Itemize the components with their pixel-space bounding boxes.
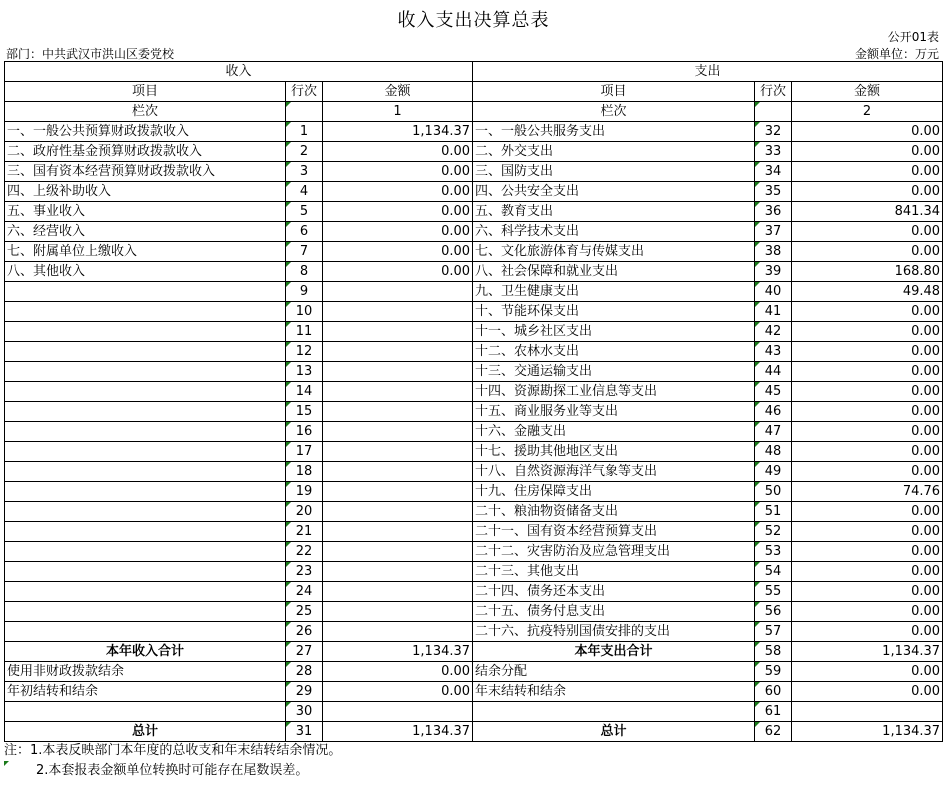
expense-rowno-cell: 62 [755, 722, 792, 742]
income-amount-cell [323, 382, 473, 402]
income-item-cell [5, 362, 286, 382]
expense-rowno-cell: 41 [755, 302, 792, 322]
income-item-cell [5, 462, 286, 482]
expense-amount-cell: 1,134.37 [792, 642, 943, 662]
expense-amount-cell: 0.00 [792, 462, 943, 482]
income-rowno-cell: 1 [286, 122, 323, 142]
table-row [5, 502, 943, 522]
note-2: 2.本套报表金额单位转换时可能存在尾数误差。 [4, 761, 341, 781]
expense-item-cell: 年末结转和结余 [473, 682, 755, 702]
expense-rowno-cell: 43 [755, 342, 792, 362]
table-row [5, 162, 943, 182]
income-amount-cell: 0.00 [323, 162, 473, 182]
income-amount-cell [323, 502, 473, 522]
expense-item-cell: 十一、城乡社区支出 [473, 322, 755, 342]
expense-amount-cell: 74.76 [792, 482, 943, 502]
expense-rowno-cell: 56 [755, 602, 792, 622]
table-row [5, 122, 943, 142]
income-amount-cell [323, 562, 473, 582]
income-amount-cell: 0.00 [323, 142, 473, 162]
expense-item-cell [473, 702, 755, 722]
income-amount-cell [323, 282, 473, 302]
amount-unit-label: 金额单位：万元 [854, 47, 939, 61]
income-column-rowno [286, 102, 323, 122]
income-item-cell: 七、附属单位上缴收入 [5, 242, 286, 262]
expense-amount-cell: 0.00 [792, 222, 943, 242]
income-rowno-cell: 10 [286, 302, 323, 322]
income-item-cell [5, 422, 286, 442]
table-row [5, 342, 943, 362]
income-amount-cell [323, 442, 473, 462]
income-rowno-cell: 9 [286, 282, 323, 302]
income-rowno-cell: 25 [286, 602, 323, 622]
income-amount-cell [323, 322, 473, 342]
table-row [5, 462, 943, 482]
expense-rowno-cell: 51 [755, 502, 792, 522]
income-amount-cell: 0.00 [323, 222, 473, 242]
expense-item-cell: 二十五、债务付息支出 [473, 602, 755, 622]
notes [4, 741, 341, 781]
expense-amount-cell: 49.48 [792, 282, 943, 302]
table-row [5, 542, 943, 562]
expense-rowno-cell: 50 [755, 482, 792, 502]
income-rowno-cell: 19 [286, 482, 323, 502]
income-rowno-cell: 3 [286, 162, 323, 182]
department-label: 部门：中共武汉市洪山区委党校 [6, 47, 175, 61]
income-amount-cell [323, 362, 473, 382]
table-row [5, 362, 943, 382]
expense-item-cell: 十九、住房保障支出 [473, 482, 755, 502]
income-item-cell [5, 702, 286, 722]
expense-rowno-cell: 60 [755, 682, 792, 702]
income-rowno-cell: 13 [286, 362, 323, 382]
table-row [5, 322, 943, 342]
table-row [5, 422, 943, 442]
expense-item-cell: 十二、农林水支出 [473, 342, 755, 362]
expense-amount-cell: 0.00 [792, 662, 943, 682]
expense-amount-cell: 0.00 [792, 602, 943, 622]
income-amount-cell [323, 422, 473, 442]
expense-amount-cell: 0.00 [792, 142, 943, 162]
income-item-cell [5, 602, 286, 622]
income-item-cell: 本年收入合计 [5, 642, 286, 662]
table-row [5, 522, 943, 542]
income-amount-cell [323, 702, 473, 722]
expense-rowno-cell: 57 [755, 622, 792, 642]
income-rowno-cell: 30 [286, 702, 323, 722]
expense-amount-cell: 0.00 [792, 182, 943, 202]
expense-rowno-cell: 46 [755, 402, 792, 422]
table-row [5, 442, 943, 462]
expense-rowno-cell: 52 [755, 522, 792, 542]
expense-column-label: 栏次 [473, 102, 755, 122]
income-item-cell: 八、其他收入 [5, 262, 286, 282]
income-rowno-cell: 7 [286, 242, 323, 262]
expense-amount-cell: 0.00 [792, 522, 943, 542]
expense-item-cell: 十八、自然资源海洋气象等支出 [473, 462, 755, 482]
table-row [5, 662, 943, 682]
income-item-cell [5, 322, 286, 342]
income-item-cell: 二、政府性基金预算财政拨款收入 [5, 142, 286, 162]
expense-amount-cell: 0.00 [792, 362, 943, 382]
expense-item-cell: 五、教育支出 [473, 202, 755, 222]
income-item-cell [5, 502, 286, 522]
income-amount-cell: 0.00 [323, 202, 473, 222]
table-row [5, 142, 943, 162]
expense-amount-cell: 0.00 [792, 422, 943, 442]
expense-rowno-header: 行次 [755, 82, 792, 102]
income-rowno-cell: 21 [286, 522, 323, 542]
expense-item-cell: 总计 [473, 722, 755, 742]
expense-rowno-cell: 39 [755, 262, 792, 282]
income-item-cell [5, 402, 286, 422]
expense-item-cell: 八、社会保障和就业支出 [473, 262, 755, 282]
income-item-cell: 三、国有资本经营预算财政拨款收入 [5, 162, 286, 182]
expense-item-cell: 二十六、抗疫特别国债安排的支出 [473, 622, 755, 642]
income-rowno-cell: 15 [286, 402, 323, 422]
table-row [5, 642, 943, 662]
expense-item-cell: 十四、资源勘探工业信息等支出 [473, 382, 755, 402]
expense-amount-cell: 0.00 [792, 542, 943, 562]
income-amount-cell [323, 302, 473, 322]
expense-item-cell: 六、科学技术支出 [473, 222, 755, 242]
table-row [5, 562, 943, 582]
expense-amount-cell: 0.00 [792, 162, 943, 182]
income-amount-cell [323, 342, 473, 362]
table-row [5, 482, 943, 502]
expense-column-rowno [755, 102, 792, 122]
income-item-cell: 年初结转和结余 [5, 682, 286, 702]
income-rowno-cell: 27 [286, 642, 323, 662]
expense-item-cell: 二十二、灾害防治及应急管理支出 [473, 542, 755, 562]
income-item-cell: 五、事业收入 [5, 202, 286, 222]
income-item-cell [5, 482, 286, 502]
report-title: 收入支出决算总表 [397, 10, 550, 31]
expense-rowno-cell: 45 [755, 382, 792, 402]
expense-amount-cell: 0.00 [792, 122, 943, 142]
expense-item-cell: 十七、援助其他地区支出 [473, 442, 755, 462]
income-rowno-cell: 29 [286, 682, 323, 702]
income-expense-table [4, 61, 943, 742]
expense-column-number: 2 [792, 102, 943, 122]
table-row [5, 622, 943, 642]
income-item-cell: 六、经营收入 [5, 222, 286, 242]
income-amount-cell [323, 462, 473, 482]
expense-rowno-cell: 58 [755, 642, 792, 662]
income-amount-cell: 0.00 [323, 662, 473, 682]
table-row [5, 282, 943, 302]
income-item-cell: 四、上级补助收入 [5, 182, 286, 202]
income-item-cell: 一、一般公共预算财政拨款收入 [5, 122, 286, 142]
income-rowno-cell: 22 [286, 542, 323, 562]
expense-rowno-cell: 59 [755, 662, 792, 682]
expense-rowno-cell: 40 [755, 282, 792, 302]
income-rowno-cell: 8 [286, 262, 323, 282]
expense-rowno-cell: 33 [755, 142, 792, 162]
table-row [5, 722, 943, 742]
expense-rowno-cell: 36 [755, 202, 792, 222]
income-rowno-cell: 28 [286, 662, 323, 682]
expense-rowno-cell: 35 [755, 182, 792, 202]
table-row [5, 302, 943, 322]
expense-header: 支出 [473, 62, 943, 82]
expense-item-cell: 七、文化旅游体育与传媒支出 [473, 242, 755, 262]
table-row [5, 582, 943, 602]
table-row [5, 182, 943, 202]
expense-rowno-cell: 54 [755, 562, 792, 582]
income-rowno-cell: 16 [286, 422, 323, 442]
expense-amount-cell [792, 702, 943, 722]
income-item-cell [5, 582, 286, 602]
expense-amount-cell: 0.00 [792, 682, 943, 702]
income-rowno-cell: 17 [286, 442, 323, 462]
income-amount-cell: 0.00 [323, 262, 473, 282]
expense-amount-cell: 0.00 [792, 382, 943, 402]
income-item-cell [5, 302, 286, 322]
table-row [5, 242, 943, 262]
expense-rowno-cell: 42 [755, 322, 792, 342]
income-rowno-cell: 11 [286, 322, 323, 342]
expense-amount-cell: 0.00 [792, 582, 943, 602]
expense-rowno-cell: 48 [755, 442, 792, 462]
income-amount-cell: 1,134.37 [323, 722, 473, 742]
income-rowno-header: 行次 [286, 82, 323, 102]
income-rowno-cell: 5 [286, 202, 323, 222]
expense-amount-header: 金额 [792, 82, 943, 102]
expense-amount-cell: 0.00 [792, 342, 943, 362]
income-amount-cell [323, 542, 473, 562]
income-item-cell: 使用非财政拨款结余 [5, 662, 286, 682]
income-amount-cell: 0.00 [323, 182, 473, 202]
expense-item-cell: 结余分配 [473, 662, 755, 682]
expense-item-cell: 十六、金融支出 [473, 422, 755, 442]
income-item-cell [5, 562, 286, 582]
income-amount-cell [323, 582, 473, 602]
income-header: 收入 [5, 62, 473, 82]
income-rowno-cell: 20 [286, 502, 323, 522]
income-item-cell [5, 382, 286, 402]
expense-amount-cell: 0.00 [792, 302, 943, 322]
expense-item-cell: 二十、粮油物资储备支出 [473, 502, 755, 522]
expense-item-cell: 二、外交支出 [473, 142, 755, 162]
income-amount-cell: 0.00 [323, 242, 473, 262]
expense-amount-cell: 841.34 [792, 202, 943, 222]
income-item-cell [5, 542, 286, 562]
income-amount-cell [323, 482, 473, 502]
income-rowno-cell: 2 [286, 142, 323, 162]
expense-item-cell: 二十三、其他支出 [473, 562, 755, 582]
income-column-label: 栏次 [5, 102, 286, 122]
expense-item-cell: 本年支出合计 [473, 642, 755, 662]
expense-rowno-cell: 34 [755, 162, 792, 182]
table-row [5, 682, 943, 702]
income-amount-cell [323, 402, 473, 422]
income-item-cell [5, 442, 286, 462]
income-item-cell: 总计 [5, 722, 286, 742]
expense-amount-cell: 0.00 [792, 402, 943, 422]
expense-amount-cell: 0.00 [792, 502, 943, 522]
expense-item-cell: 三、国防支出 [473, 162, 755, 182]
expense-item-cell: 十、节能环保支出 [473, 302, 755, 322]
expense-rowno-cell: 38 [755, 242, 792, 262]
expense-item-cell: 一、一般公共服务支出 [473, 122, 755, 142]
expense-amount-cell: 0.00 [792, 562, 943, 582]
expense-rowno-cell: 61 [755, 702, 792, 722]
table-row [5, 382, 943, 402]
expense-amount-cell: 0.00 [792, 622, 943, 642]
income-amount-cell: 1,134.37 [323, 642, 473, 662]
expense-rowno-cell: 32 [755, 122, 792, 142]
income-column-number: 1 [323, 102, 473, 122]
expense-rowno-cell: 53 [755, 542, 792, 562]
income-item-cell [5, 282, 286, 302]
expense-rowno-cell: 47 [755, 422, 792, 442]
income-rowno-cell: 4 [286, 182, 323, 202]
table-row [5, 702, 943, 722]
expense-rowno-cell: 37 [755, 222, 792, 242]
income-rowno-cell: 14 [286, 382, 323, 402]
income-amount-header: 金额 [323, 82, 473, 102]
income-item-header: 项目 [5, 82, 286, 102]
expense-item-cell: 十三、交通运输支出 [473, 362, 755, 382]
expense-rowno-cell: 44 [755, 362, 792, 382]
income-amount-cell: 1,134.37 [323, 122, 473, 142]
expense-amount-cell: 168.80 [792, 262, 943, 282]
income-amount-cell [323, 522, 473, 542]
expense-rowno-cell: 49 [755, 462, 792, 482]
income-rowno-cell: 23 [286, 562, 323, 582]
income-rowno-cell: 24 [286, 582, 323, 602]
expense-amount-cell: 0.00 [792, 442, 943, 462]
income-rowno-cell: 6 [286, 222, 323, 242]
expense-amount-cell: 0.00 [792, 322, 943, 342]
expense-item-cell: 二十一、国有资本经营预算支出 [473, 522, 755, 542]
expense-item-cell: 二十四、债务还本支出 [473, 582, 755, 602]
expense-item-cell: 十五、商业服务业等支出 [473, 402, 755, 422]
income-item-cell [5, 522, 286, 542]
income-rowno-cell: 31 [286, 722, 323, 742]
income-amount-cell [323, 622, 473, 642]
expense-amount-cell: 0.00 [792, 242, 943, 262]
table-row [5, 402, 943, 422]
table-row [5, 202, 943, 222]
form-number: 公开01表 [887, 30, 939, 44]
table-row [5, 602, 943, 622]
table-row [5, 262, 943, 282]
expense-amount-cell: 1,134.37 [792, 722, 943, 742]
expense-item-cell: 九、卫生健康支出 [473, 282, 755, 302]
expense-rowno-cell: 55 [755, 582, 792, 602]
income-rowno-cell: 18 [286, 462, 323, 482]
expense-item-cell: 四、公共安全支出 [473, 182, 755, 202]
note-1: 注：1.本表反映部门本年度的总收支和年末结转结余情况。 [4, 743, 342, 758]
income-rowno-cell: 12 [286, 342, 323, 362]
table-row [5, 222, 943, 242]
income-amount-cell: 0.00 [323, 682, 473, 702]
income-item-cell [5, 342, 286, 362]
income-amount-cell [323, 602, 473, 622]
expense-item-header: 项目 [473, 82, 755, 102]
income-item-cell [5, 622, 286, 642]
income-rowno-cell: 26 [286, 622, 323, 642]
